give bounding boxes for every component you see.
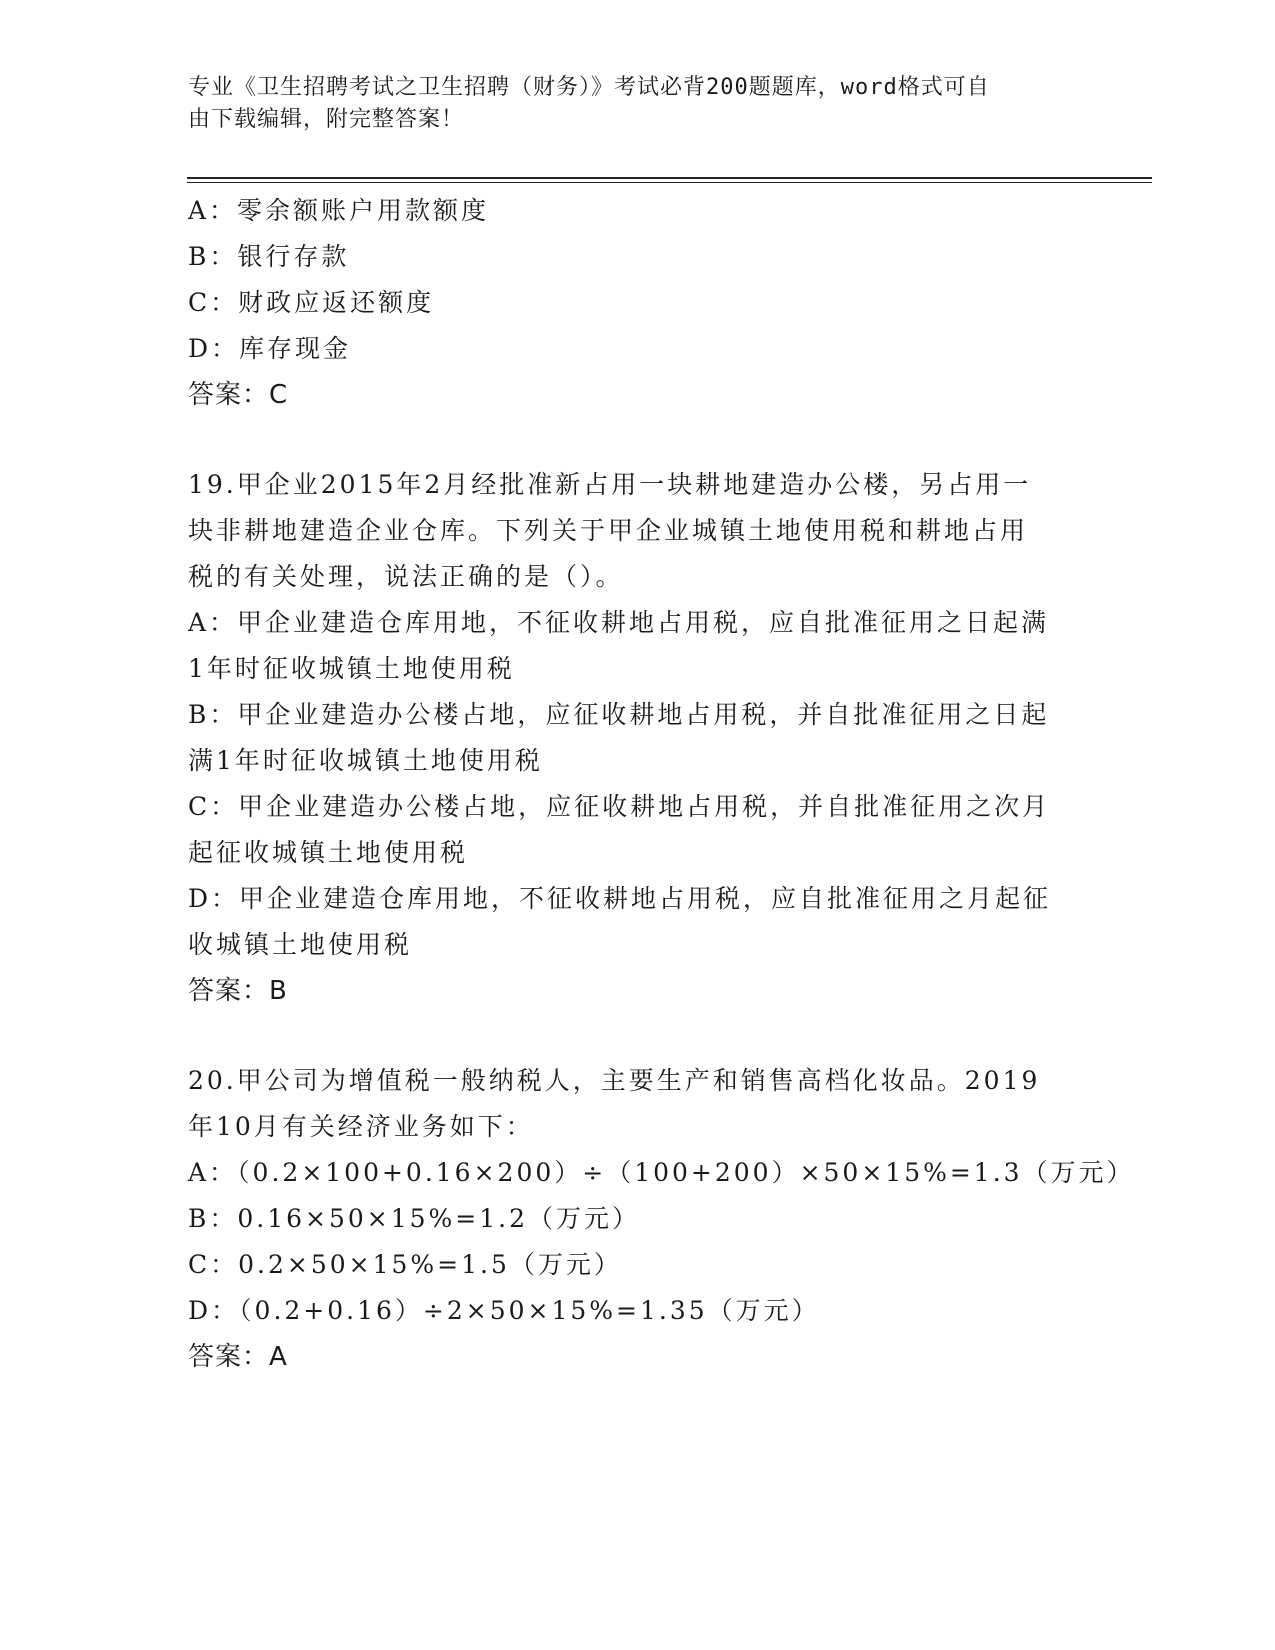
question-20	[188, 1058, 1135, 1380]
question-stem-line: 年10月有关经济业务如下：	[188, 1112, 534, 1141]
spacer	[188, 418, 1088, 462]
option-a: A：零余额账户用款额度	[188, 196, 490, 225]
option-b: B：甲企业建造办公楼占地，应征收耕地占用税，并自批准征用之日起	[188, 700, 1050, 729]
question-stem-line: 税的有关处理，说法正确的是（）。	[188, 562, 624, 591]
answer-line: 答案：C	[188, 380, 289, 410]
spacer	[188, 1014, 1088, 1058]
header-line-1: 专业《卫生招聘考试之卫生招聘（财务）》考试必背200题题库，word格式可自	[188, 75, 990, 100]
option-d: D：（0.2+0.16）÷2×50×15%=1.35（万元）	[188, 1296, 820, 1325]
option-c: C：甲企业建造办公楼占地，应征收耕地占用税，并自批准征用之次月	[188, 792, 1051, 821]
header-line-2: 由下载编辑，附完整答案！	[188, 107, 465, 132]
question-stem-line: 块非耕地建造企业仓库。下列关于甲企业城镇土地使用税和耕地占用	[188, 516, 1029, 545]
option-b: B：0.16×50×15%=1.2（万元）	[188, 1204, 641, 1233]
option-c: C：财政应返还额度	[188, 288, 435, 317]
header-divider-thin	[187, 182, 1152, 183]
option-a: A：（0.2×100+0.16×200）÷（100+200）×50×15%=1.3（万元）	[188, 1158, 1135, 1187]
option-c-continuation: 起征收城镇土地使用税	[188, 838, 469, 867]
option-c: C：0.2×50×15%=1.5（万元）	[188, 1250, 622, 1279]
question-19	[188, 462, 1088, 1014]
option-d: D：甲企业建造仓库用地，不征收耕地占用税，应自批准征用之月起征	[188, 884, 1052, 913]
header-divider-thick	[187, 177, 1152, 179]
question-stem-line: 19.甲企业2015年2月经批准新占用一块耕地建造办公楼，另占用一	[188, 470, 1032, 499]
question-18	[188, 188, 1088, 418]
answer-line: 答案：B	[188, 976, 288, 1006]
option-b: B：银行存款	[188, 242, 350, 271]
question-stem-line: 20.甲公司为增值税一般纳税人，主要生产和销售高档化妆品。2019	[188, 1066, 1041, 1095]
answer-line: 答案：A	[188, 1342, 288, 1372]
document-body	[188, 188, 1135, 1380]
option-a: A：甲企业建造仓库用地，不征收耕地占用税，应自批准征用之日起满	[188, 608, 1050, 637]
option-d-continuation: 收城镇土地使用税	[188, 930, 413, 959]
option-a-continuation: 1年时征收城镇土地使用税	[188, 654, 515, 683]
document-header	[188, 72, 1068, 136]
option-b-continuation: 满1年时征收城镇土地使用税	[188, 746, 543, 775]
option-d: D：库存现金	[188, 334, 352, 363]
